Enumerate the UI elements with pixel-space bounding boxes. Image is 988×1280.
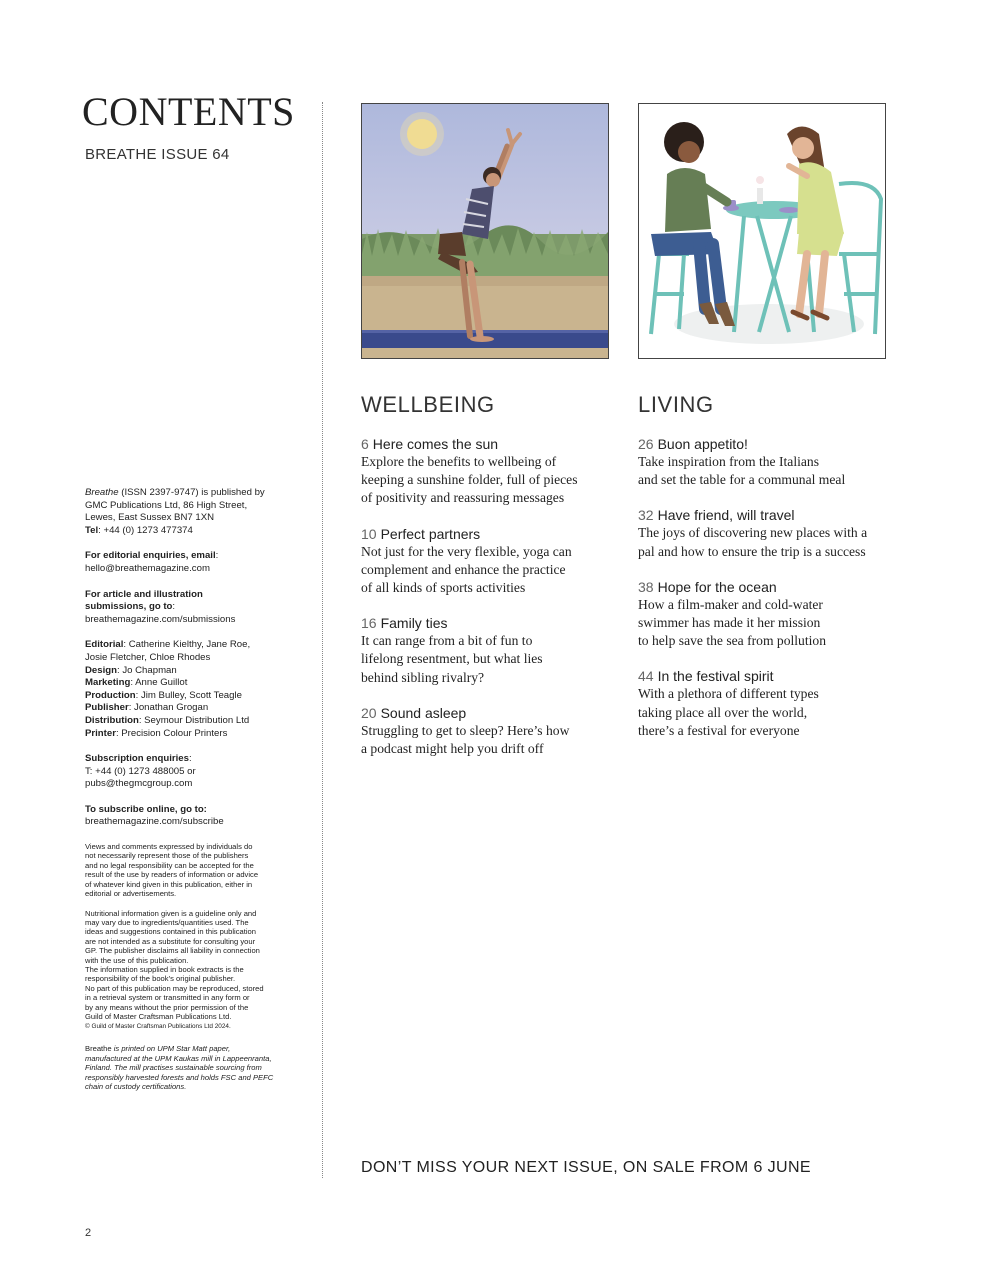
address-line: GMC Publications Ltd, 86 High Street, [85,499,248,511]
paper-statement [85,1044,303,1091]
disclaimer-line: with the use of this publication. [85,955,189,965]
paper-line: chain of custody certifications. [85,1082,187,1091]
disclaimer-line: Views and comments expressed by individuals do [85,842,253,852]
contents-entry[interactable] [638,506,888,560]
section-title-living: LIVING [638,392,714,417]
issue-label: BREATHE ISSUE 64 [85,146,230,163]
entry-description [361,632,611,687]
colon: : [188,753,192,765]
description-line: a podcast might help you drift off [361,741,544,757]
section-title-wellbeing: WELLBEING [361,392,495,417]
copyright: © Guild of Master Craftsman Publications Ltd 2024. [85,1023,231,1031]
paper-line: is printed on UPM Star Matt paper, [111,1044,231,1054]
description-line: With a plethora of different types [638,686,819,702]
credit-label: Distribution [85,714,139,726]
entry-page-number: 10 [361,525,377,542]
colon: : [215,550,219,562]
description-line: pal and how to ensure the trip is a success [638,543,866,559]
description-line: How a film-maker and cold-water [638,596,823,612]
entry-heading [361,704,611,722]
subscription-phone: T: +44 (0) 1273 488005 or [85,765,196,777]
description-line: The joys of discovering new places with a [638,525,868,541]
contents-entry[interactable] [361,614,611,687]
entry-description [638,685,888,740]
editorial-label: For editorial enquiries, email [85,550,216,562]
credit-value: : Jonathan Grogan [128,702,209,714]
credit-value: : Precision Colour Printers [115,727,228,739]
tel-label: Tel [85,524,99,536]
description-line: Explore the benefits to wellbeing of [361,454,557,469]
description-line: Struggling to get to sleep? Here’s how [361,722,570,738]
contents-entry[interactable] [361,525,611,598]
imprint [85,487,303,1101]
entry-page-number: 6 [361,436,369,452]
description-line: taking place all over the world, [638,704,808,720]
entry-description [361,453,611,508]
disclaimer-line: by any means without the prior permission of the [85,1002,249,1012]
paper-line: manufactured at the UPM Kaukas mill in Lappeenranta, [85,1053,272,1063]
disclaimer-views [85,842,303,898]
entry-heading [638,435,888,453]
entry-heading [361,435,611,453]
credit-value: Josie Fletcher, Chloe Rhodes [85,651,211,663]
next-issue-banner: DON’T MISS YOUR NEXT ISSUE, ON SALE FROM 6 JUNE [361,1159,811,1176]
entry-title: Hope for the ocean [657,578,777,595]
subscription-label: Subscription enquiries [85,753,189,765]
contents-entry[interactable] [638,578,888,651]
address-line: Lewes, East Sussex BN7 1XN [85,512,215,524]
entry-title: Buon appetito! [657,436,748,452]
entry-title: In the festival spirit [657,668,774,685]
description-line: to help save the sea from pollution [638,633,827,649]
description-line: of positivity and reassuring messages [361,490,565,506]
tel-value: : +44 (0) 1273 477374 [98,524,193,536]
credit-label: Marketing [85,677,131,689]
subscribe-online-url: breathemagazine.com/subscribe [85,816,224,828]
page-title: CONTENTS [82,89,295,134]
wellbeing-illustration [361,103,609,359]
disclaimer-line: ideas and suggestions contained in this publication [85,927,256,937]
credit-label: Editorial [85,639,124,651]
entry-title: Perfect partners [380,525,481,542]
entry-heading [638,667,888,685]
entry-description [361,722,611,758]
column-divider [322,102,323,1178]
entry-page-number: 32 [638,507,654,524]
disclaimer-line: of whatever kind given in this publication, either in [85,879,253,889]
credit-value: : Catherine Kielthy, Jane Roe, [123,639,251,651]
description-line: lifelong resentment, but what lies [361,651,543,667]
entry-page-number: 26 [638,436,654,452]
description-line: complement and enhance the practice [361,561,566,577]
entry-description [361,543,611,598]
contents-entry[interactable] [361,704,611,758]
magazine-name: Breathe [85,1044,112,1054]
paper-line: responsibly harvested forests and holds FSC and PEFC [85,1072,274,1082]
subscribe-online-label: To subscribe online, go to: [85,803,207,815]
disclaimer-line: Nutritional information given is a guideline only and [85,908,257,918]
submissions-contact [85,589,303,627]
living-illustration [638,103,886,359]
living-entries [638,435,888,757]
credit-value: : Jim Bulley, Scott Teagle [135,689,242,701]
description-line: of all kinds of sports activities [361,580,526,596]
subscribe-online [85,804,303,829]
publisher-info [85,487,303,537]
entry-heading [638,506,888,524]
staff-credits [85,639,303,740]
description-line: Not just for the very flexible, yoga can [361,543,572,559]
description-line: Take inspiration from the Italians [638,454,819,469]
entry-heading [638,578,888,596]
submissions-label: submissions, go to [85,601,173,613]
credit-value: : Jo Chapman [117,664,177,676]
submissions-url: breathemagazine.com/submissions [85,613,236,625]
contents-entry[interactable] [638,435,888,489]
entry-title: Here comes the sun [372,436,499,452]
subscription-contact [85,753,303,791]
wellbeing-entries [361,435,611,775]
disclaimer-line: responsibility of the book’s original publisher. [85,974,236,984]
disclaimer-line: The information supplied in book extracts is the [85,964,244,974]
disclaimer-nutrition [85,909,303,1022]
entry-description [638,596,888,651]
colon: : [172,601,176,613]
credit-value: : Seymour Distribution Ltd [138,714,250,726]
disclaimer-line: are not intended as a substitute for consulting your [85,936,256,946]
disclaimer-line: GP. The publisher disclaims all liability in connection [85,946,260,956]
disclaimer-line: may vary due to ingredients/quantities used. The [85,917,249,927]
description-line: swimmer has made it her mission [638,615,821,631]
entry-title: Have friend, will travel [657,507,795,524]
entry-heading [361,614,611,632]
entry-page-number: 44 [638,668,654,685]
description-line: there’s a festival for everyone [638,722,800,738]
disclaimer-line: Guild of Master Craftsman Publications Ltd. [85,1011,232,1021]
entry-page-number: 20 [361,704,377,721]
entry-title: Sound asleep [380,704,467,721]
description-line: It can range from a bit of fun to [361,633,533,649]
description-line: and set the table for a communal meal [638,472,846,488]
disclaimer-line: result of the use by readers of information or advice [85,870,259,880]
credit-value: : Anne Guillot [130,677,188,689]
page-number: 2 [85,1227,92,1239]
entry-description [638,524,888,560]
entry-description [638,453,888,489]
credit-label: Design [85,664,117,676]
entry-page-number: 38 [638,578,654,595]
disclaimer-line: not necessarily represent those of the publishers [85,851,249,861]
magazine-name: Breathe [85,487,119,498]
editorial-contact [85,550,303,575]
description-line: behind sibling rivalry? [361,669,485,685]
publisher-text: (ISSN 2397-9747) is published by [118,487,265,498]
disclaimer-line: No part of this publication may be reproduced, stored [85,983,264,993]
contents-entry[interactable] [638,667,888,740]
description-line: keeping a sunshine folder, full of pieces [361,472,578,488]
credit-label: Publisher [85,702,129,714]
disclaimer-line: in a retrieval system or transmitted in any form or [85,993,250,1003]
entry-heading [361,525,611,543]
editorial-email: hello@breathemagazine.com [85,562,210,574]
contents-entry[interactable] [361,435,611,508]
entry-title: Family ties [380,615,448,632]
submissions-label: For article and illustration [85,588,203,600]
entry-page-number: 16 [361,615,377,632]
paper-text [85,1044,273,1091]
disclaimer-line: editorial or advertisements. [85,889,177,899]
paper-line: Finland. The mill practises sustainable sourcing from [85,1063,262,1073]
subscription-email: pubs@thegmcgroup.com [85,778,193,790]
credit-label: Production [85,689,136,701]
credit-label: Printer [85,727,116,739]
disclaimer-line: and no legal responsibility can be accepted for the [85,860,254,870]
